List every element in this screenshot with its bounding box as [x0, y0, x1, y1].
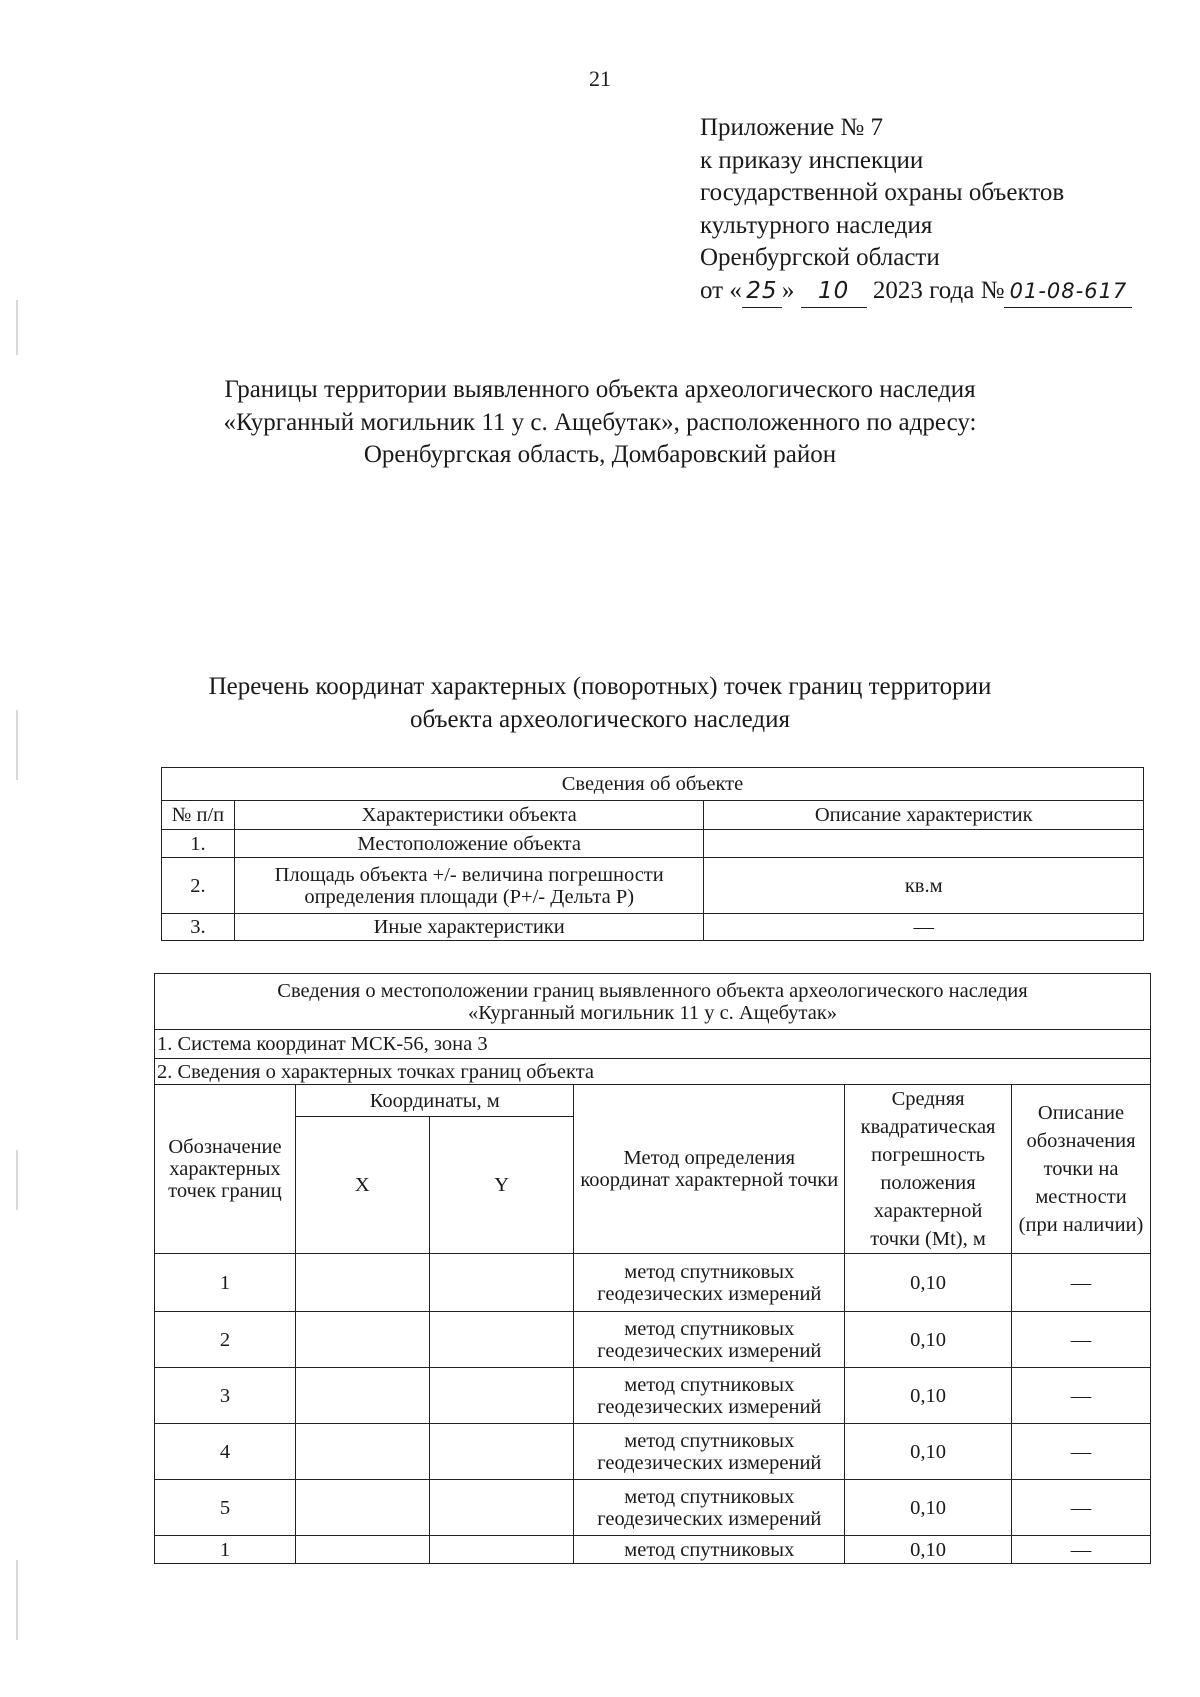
section-heading: 2. Сведения о характерных точках границ объекта	[155, 1059, 1151, 1085]
date-month: 10	[801, 275, 867, 309]
error-value: 0,10	[845, 1480, 1012, 1536]
date-year: 2023 года №	[866, 276, 1005, 304]
row-name: Площадь объекта +/- величина погрешности определения площади (P+/- Дельта P)	[234, 858, 704, 914]
point-id: 1	[155, 1536, 296, 1564]
table-caption: Сведения об объекте	[162, 768, 1144, 801]
method: метод спутниковых геодезических измерений	[574, 1312, 845, 1368]
error-value: 0,10	[845, 1368, 1012, 1424]
appendix-line: к приказу инспекции	[700, 146, 924, 174]
row-desc	[704, 830, 1144, 858]
y-value	[429, 1424, 574, 1480]
x-value	[295, 1312, 429, 1368]
x-value	[295, 1368, 429, 1424]
column-header-method: Метод определения координат характерной точки	[574, 1085, 845, 1254]
row-number: 1.	[162, 830, 235, 858]
scan-artifact	[16, 1150, 18, 1210]
title-line: Границы территории выявленного объекта археологического наследия	[224, 376, 976, 403]
appendix-line: культурного наследия	[700, 211, 933, 239]
table-row	[155, 1480, 1151, 1536]
point-id: 1	[155, 1254, 296, 1312]
subtitle-line: объекта археологического наследия	[410, 705, 790, 733]
y-value	[429, 1480, 574, 1536]
error-value: 0,10	[845, 1312, 1012, 1368]
x-value	[295, 1536, 429, 1564]
table-row	[162, 830, 1144, 858]
caption-line: «Курганный могильник 11 у с. Ащебутак»	[467, 1001, 838, 1024]
document-title	[0, 374, 1200, 472]
row-name: Местоположение объекта	[234, 830, 704, 858]
y-value	[429, 1368, 574, 1424]
point-id: 4	[155, 1424, 296, 1480]
coordinates-heading	[0, 671, 1200, 736]
table-row	[162, 914, 1144, 941]
date-prefix: от «	[700, 276, 742, 304]
coordinate-system: 1. Система координат МСК-56, зона 3	[155, 1030, 1151, 1059]
boundary-points-table	[154, 973, 1151, 1564]
table-row	[162, 858, 1144, 914]
row-number: 3.	[162, 914, 235, 941]
appendix-line: Приложение № 7	[700, 114, 884, 141]
point-desc: —	[1012, 1536, 1151, 1564]
method: метод спутниковых геодезических измерений	[574, 1424, 845, 1480]
point-desc: —	[1012, 1254, 1151, 1312]
method: метод спутниковых геодезических измерений	[574, 1254, 845, 1312]
x-value	[295, 1254, 429, 1312]
appendix-header	[700, 112, 1132, 308]
date-mid: »	[781, 276, 801, 304]
column-header: Характеристики объекта	[234, 801, 704, 830]
caption-line: Сведения о местоположении границ выявленного объекта археологического наследия	[277, 979, 1028, 1002]
row-number: 2.	[162, 858, 235, 914]
error-value: 0,10	[845, 1424, 1012, 1480]
column-header: № п/п	[162, 801, 235, 830]
table-row	[155, 1536, 1151, 1564]
error-value: 0,10	[845, 1254, 1012, 1312]
title-line: Оренбургская область, Домбаровский район	[363, 441, 837, 468]
scan-artifact	[16, 1560, 18, 1640]
point-desc: —	[1012, 1312, 1151, 1368]
point-id: 5	[155, 1480, 296, 1536]
appendix-date-line	[700, 275, 1132, 309]
table-caption	[155, 974, 1151, 1030]
point-id: 3	[155, 1368, 296, 1424]
error-value: 0,10	[845, 1536, 1012, 1564]
method: метод спутниковых геодезических измерений	[574, 1368, 845, 1424]
order-number: 01-08-617	[1004, 275, 1132, 309]
point-desc: —	[1012, 1424, 1151, 1480]
appendix-line: государственной охраны объектов	[700, 179, 1065, 206]
method: метод спутниковых	[574, 1536, 845, 1564]
column-header-y: Y	[429, 1117, 574, 1254]
column-header-desc: Описание обозначения точки на местности (при наличии)	[1012, 1085, 1151, 1254]
subtitle-line: Перечень координат характерных (поворотных) точек границ территории	[208, 673, 992, 700]
page-number: 21	[589, 66, 611, 91]
y-value	[429, 1536, 574, 1564]
point-id: 2	[155, 1312, 296, 1368]
table-row	[155, 1368, 1151, 1424]
row-desc: кв.м	[704, 858, 1144, 914]
method: метод спутниковых геодезических измерений	[574, 1480, 845, 1536]
point-desc: —	[1012, 1480, 1151, 1536]
column-header-coords: Координаты, м	[295, 1085, 574, 1117]
point-desc: —	[1012, 1368, 1151, 1424]
column-header: Описание характеристик	[704, 801, 1144, 830]
table-row	[155, 1254, 1151, 1312]
title-line: «Курганный могильник 11 у с. Ащебутак», расположенного по адресу:	[223, 408, 977, 436]
date-day: 25	[742, 275, 782, 309]
table-row	[155, 1424, 1151, 1480]
column-header-point: Обозначение характерных точек границ	[155, 1085, 296, 1254]
x-value	[295, 1480, 429, 1536]
appendix-line: Оренбургской области	[700, 244, 940, 271]
table-row	[155, 1312, 1151, 1368]
column-header-error: Средняя квадратическая погрешность положения характерной точки (Mt), м	[845, 1085, 1012, 1254]
x-value	[295, 1424, 429, 1480]
scan-artifact	[16, 300, 18, 355]
y-value	[429, 1254, 574, 1312]
y-value	[429, 1312, 574, 1368]
object-info-table	[161, 767, 1144, 941]
row-desc: —	[704, 914, 1144, 941]
column-header-x: X	[295, 1117, 429, 1254]
row-name: Иные характеристики	[234, 914, 704, 941]
